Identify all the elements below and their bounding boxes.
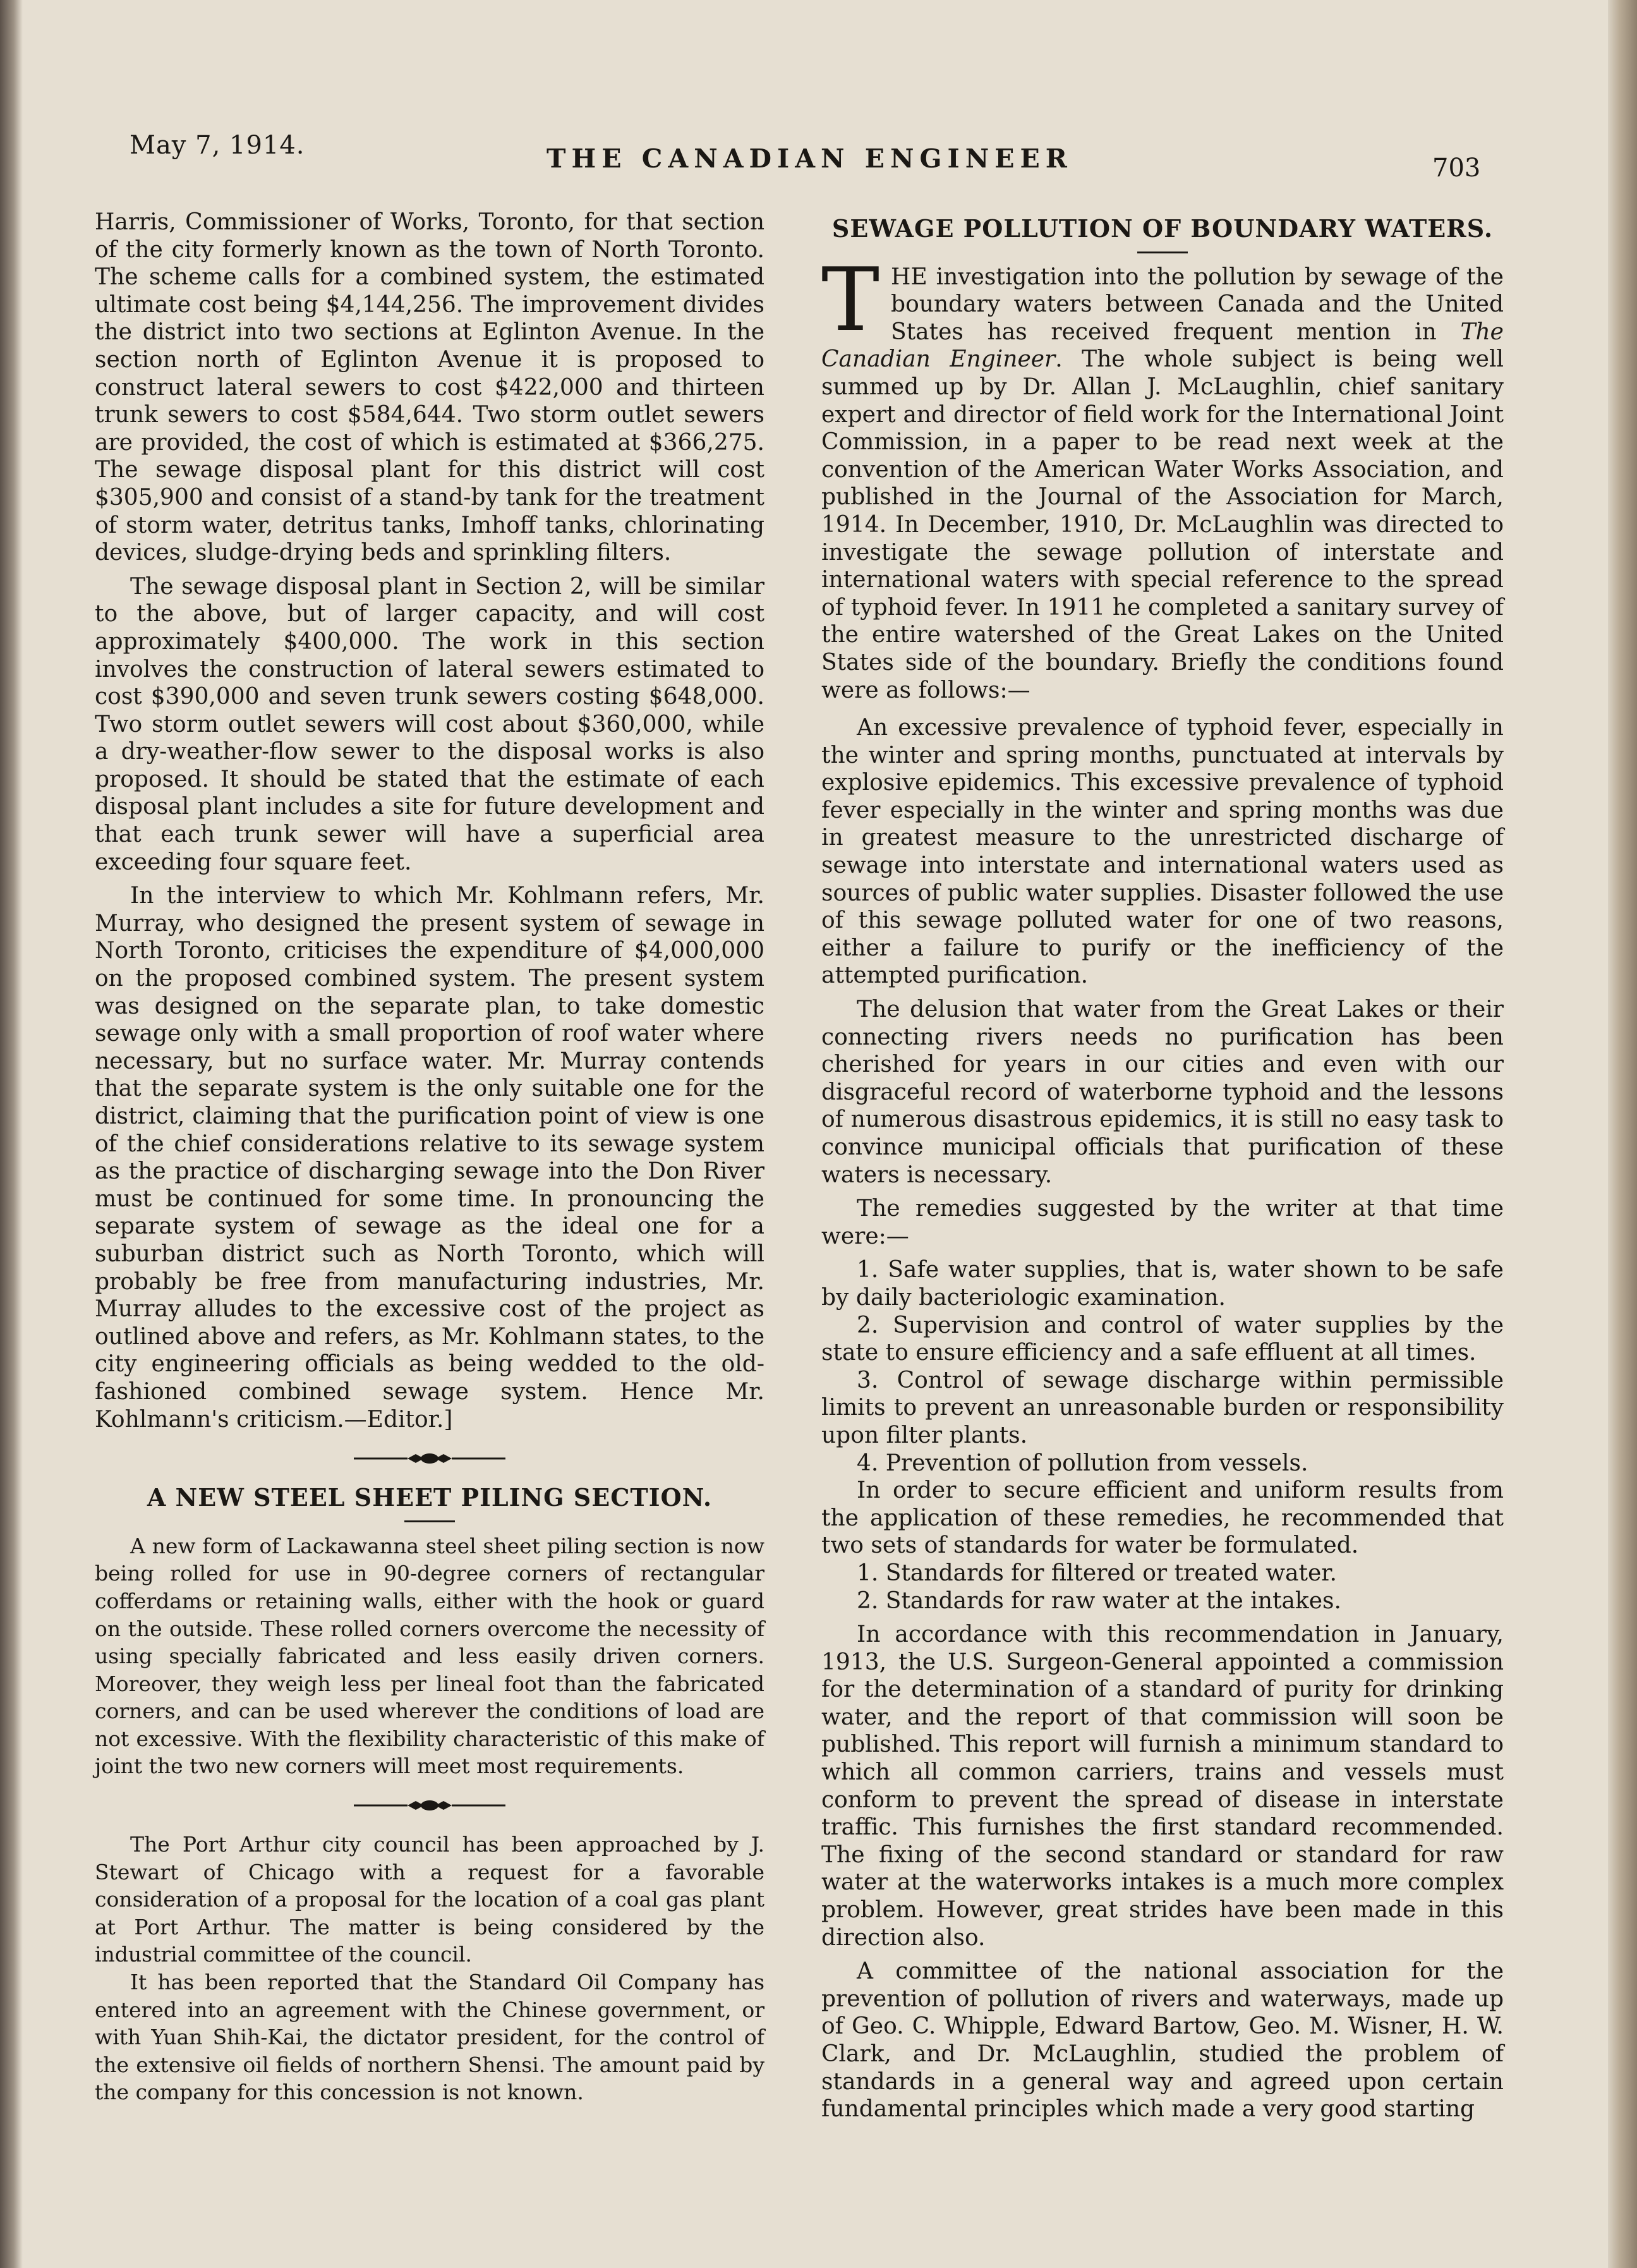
left-column <box>95 209 764 2106</box>
list-item: 3. Control of sewage discharge within permissible limits to prevent an unreasonable burden or responsibility upon filter plants. <box>821 1367 1504 1448</box>
running-header <box>130 123 1482 193</box>
paragraph: An excessive prevalence of typhoid fever, especially in the winter and spring months, punctuated at intervals by explosive epidemics. This excessive prevalence of typhoid fever especially in the winter and spring months was due in greatest measure to the unrestricted discharge of sewage into interstate and international waters used as sources of public water supplies. Disaster followed the use of this sewage polluted water for one of two reasons, either a failure to purify or the inefficiency of the attempted purification. <box>821 715 1504 989</box>
list-item: 2. Standards for raw water at the intakes. <box>857 1587 1341 1614</box>
section-title-sewage: SEWAGE POLLUTION OF BOUNDARY WATERS. <box>831 214 1494 243</box>
paragraph: Harris, Commissioner of Works, Toronto, for that section of the city formerly known as the town of North Toronto. The scheme calls for a combined system, the estimated ultimate cost being $4,144,256. The improvement divides the district into two sections at Eglinton Avenue. In the section north of Eglinton Avenue it is proposed to construct lateral sewers to cost $422,000 and thirteen trunk sewers to cost $584,644. Two storm outlet sewers are provided, the cost of which is estimated at $366,275. The sewage disposal plant for this district will cost $305,900 and consist of a stand-by tank for the treatment of storm water, detritus tanks, Imhoff tanks, chlorinating devices, sludge-drying beds and sprinkling filters. <box>95 209 764 566</box>
ornament-divider <box>347 1446 512 1471</box>
paragraph: A new form of Lackawanna steel sheet piling section is now being rolled for use in 90-degree corners of rectangular cofferdams or retaining walls, either with the hook or guard on the outside. These rolled corners overcome the necessity of using specially fabricated and less easily driven corners. Moreover, they weigh less per lineal foot than the fabricated corners, and can be used wherever the conditions of load are not excessive. With the flexibility characteristic of this make of joint the two new corners will meet most requirements. <box>95 1533 764 1779</box>
list-item: 2. Supervision and control of water supplies by the state to ensure efficiency and a safe effluent at all times. <box>821 1312 1504 1366</box>
paragraph: In order to secure efficient and uniform results from the application of these remedies, he recommended that two sets of standards for water be formulated. <box>821 1477 1504 1559</box>
page-number: 703 <box>1432 154 1481 183</box>
list-item: 1. Standards for filtered or treated water. <box>857 1560 1337 1586</box>
journal-title: THE CANADIAN ENGINEER <box>547 143 1073 174</box>
title-rule <box>1137 252 1188 253</box>
news-note: It has been reported that the Standard Oil Company has entered into an agreement with the Chinese government, or with Yuan Shih-Kai, the dictator president, for the control of the extensive oil fields of northern Shensi. The amount paid by the company for this concession is not known. <box>95 1970 764 2105</box>
issue-date: May 7, 1914. <box>130 131 305 160</box>
drop-cap: T <box>821 248 880 351</box>
paragraph: A committee of the national association for the prevention of pollution of rivers and waterways, made up of Geo. C. Whipple, Edward Bartow, Geo. M. Wisner, H. W. Clark, and Dr. McLaughlin, studied the problem of standards in a general way and agreed upon certain fundamental principles which made a very good starting <box>821 1958 1504 2123</box>
paragraph: In the interview to which Mr. Kohlmann refers, Mr. Murray, who designed the present system of sewage in North Toronto, criticises the expenditure of $4,000,000 on the proposed combined system. The present system was designed on the separate plan, to take domestic sewage only with a small proportion of roof water where necessary, but no surface water. Mr. Murray contends that the separate system is the only suitable one for the district, claiming that the purification point of view is one of the chief considerations relative to its sewage system as the practice of discharging sewage into the Don River must be continued for some time. In pronouncing the separate system of sewage as the ideal one for a suburban district such as North Toronto, which will probably be free from manufacturing industries, Mr. Murray alludes to the excessive cost of the project as outlined above and refers, as Mr. Kohlmann states, to the city engineering officials as being wedded to the old-fashioned combined sewage system. Hence Mr. Kohlmann's criticism.—Editor.] <box>95 883 764 1433</box>
journal-name: The Canadian Engineer <box>821 318 1504 373</box>
list-item: 1. Safe water supplies, that is, water shown to be safe by daily bacteriologic examination. <box>821 1257 1504 1311</box>
list-item: 4. Prevention of pollution from vessels. <box>857 1450 1308 1476</box>
ornament-divider <box>347 1793 512 1818</box>
paragraph: The delusion that water from the Great Lakes or their connecting rivers needs no purification has been cherished for years in our cities and even with our disgraceful record of waterborne typhoid and the lessons of numerous disastrous epidemics, it is still no easy task to convince municipal officials that purification of these waters is necessary. <box>821 997 1504 1188</box>
page-edge <box>1608 0 1637 2268</box>
right-column <box>821 215 1504 2123</box>
news-note: The Port Arthur city council has been approached by J. Stewart of Chicago with a request for a favorable consideration of a proposal for the location of a coal gas plant at Port Arthur. The matter is being considered by the industrial committee of the council. <box>95 1832 764 1967</box>
title-rule <box>404 1520 455 1522</box>
section-title-piling: A NEW STEEL SHEET PILING SECTION. <box>147 1483 713 1512</box>
intro-paragraph: THE investigation into the pollution by sewage of the boundary waters between Canada and the United States has received frequent mention in The Canadian Engineer. The whole subject is being well summed up by Dr. Allan J. McLaughlin, chief sanitary expert and director of field work for the International Joint Commission, in a paper to be read next week at the convention of the American Water Works Association, and published in the Journal of the Association for March, 1914. In December, 1910, Dr. McLaughlin was directed to investigate the sewage pollution of interstate and international waters with special reference to the spread of typhoid fever. In 1911 he completed a sanitary survey of the entire watershed of the Great Lakes on the United States side of the boundary. Briefly the conditions found were as follows:— <box>821 248 1504 703</box>
paragraph: The sewage disposal plant in Section 2, will be similar to the above, but of larger capacity, and will cost approximately $400,000. The work in this section involves the construction of lateral sewers estimated to cost $390,000 and seven trunk sewers costing $648,000. Two storm outlet sewers will cost about $360,000, while a dry-weather-flow sewer to the disposal works is also proposed. It should be stated that the estimate of each disposal plant includes a site for future development and that each trunk sewer will have a superficial area exceeding four square feet. <box>95 573 764 875</box>
paragraph: In accordance with this recommendation in January, 1913, the U.S. Surgeon-General appointed a commission for the determination of a standard of purity for drinking water, and the report of that commission will soon be published. This report will furnish a minimum standard to which all common carriers, trains and vessels must conform to prevent the spread of disease in interstate traffic. This furnishes the first standard recommended. The fixing of the second standard or standard for raw water at the waterworks intakes is a much more complex problem. However, great strides have been made in this direction also. <box>821 1622 1504 1951</box>
book-gutter <box>0 0 23 2268</box>
paragraph: The remedies suggested by the writer at that time were:— <box>821 1196 1504 1249</box>
